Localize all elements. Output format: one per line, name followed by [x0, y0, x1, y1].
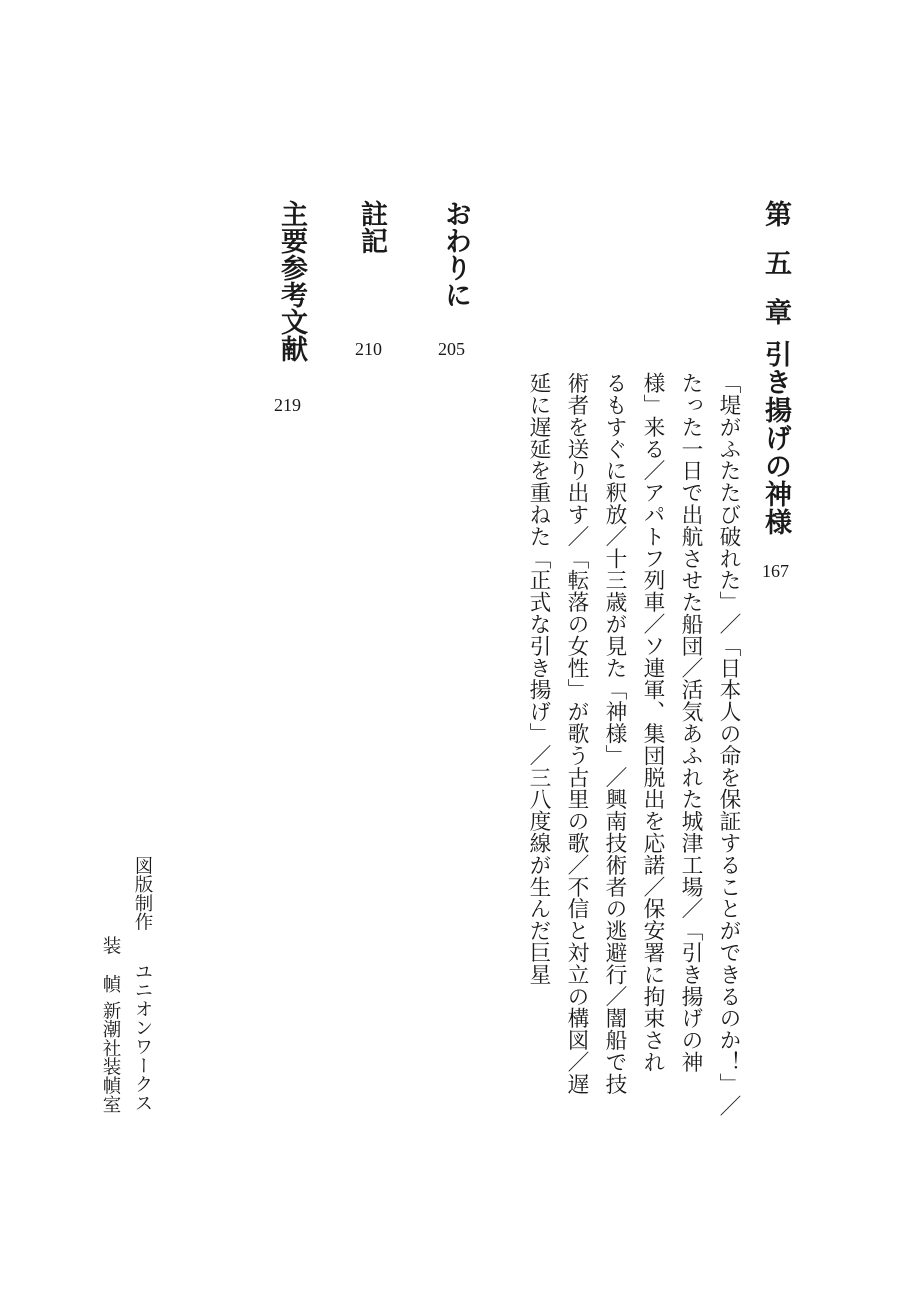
- summary-line: るもすぐに釈放／十三歳が見た「神様」／興南技術者の逃避行／闇船で技: [602, 372, 627, 1095]
- back-matter-page-notes: 210: [355, 339, 382, 359]
- chapter-label: 第五章: [760, 200, 791, 347]
- chapter-title: 引き揚げの神様: [760, 340, 791, 536]
- credit-name-design: 新潮社装幀室: [100, 1001, 121, 1114]
- back-matter-title-notes: 註記: [356, 200, 387, 254]
- summary-line: 延に遅延を重ねた「正式な引き揚げ」／三八度線が生んだ巨星: [526, 372, 551, 986]
- back-matter-title-afterword: おわりに: [440, 200, 471, 308]
- credit-name-illustration: ユニオンワークス: [132, 962, 153, 1113]
- summary-line: たった一日で出航させた船団／活気あふれた城津工場／「引き揚げの神: [678, 372, 703, 1073]
- back-matter-title-references: 主要参考文献: [276, 200, 307, 362]
- back-matter-page-afterword: 205: [438, 339, 465, 359]
- credit-role-design: 装幀: [100, 936, 121, 1013]
- summary-line: 「堤がふたたび破れた」／「日本人の命を保証することができるのか！」／: [716, 372, 741, 1117]
- summary-line: 術者を送り出す／「転落の女性」が歌う古里の歌／不信と対立の構図／遅: [564, 372, 589, 1095]
- credit-role-illustration: 図版制作: [132, 856, 153, 932]
- back-matter-page-references: 219: [274, 395, 301, 415]
- summary-line: 様」来る／アパトフ列車／ソ連軍、集団脱出を応諾／保安署に拘束され: [640, 372, 665, 1073]
- chapter-page-number: 167: [762, 561, 789, 581]
